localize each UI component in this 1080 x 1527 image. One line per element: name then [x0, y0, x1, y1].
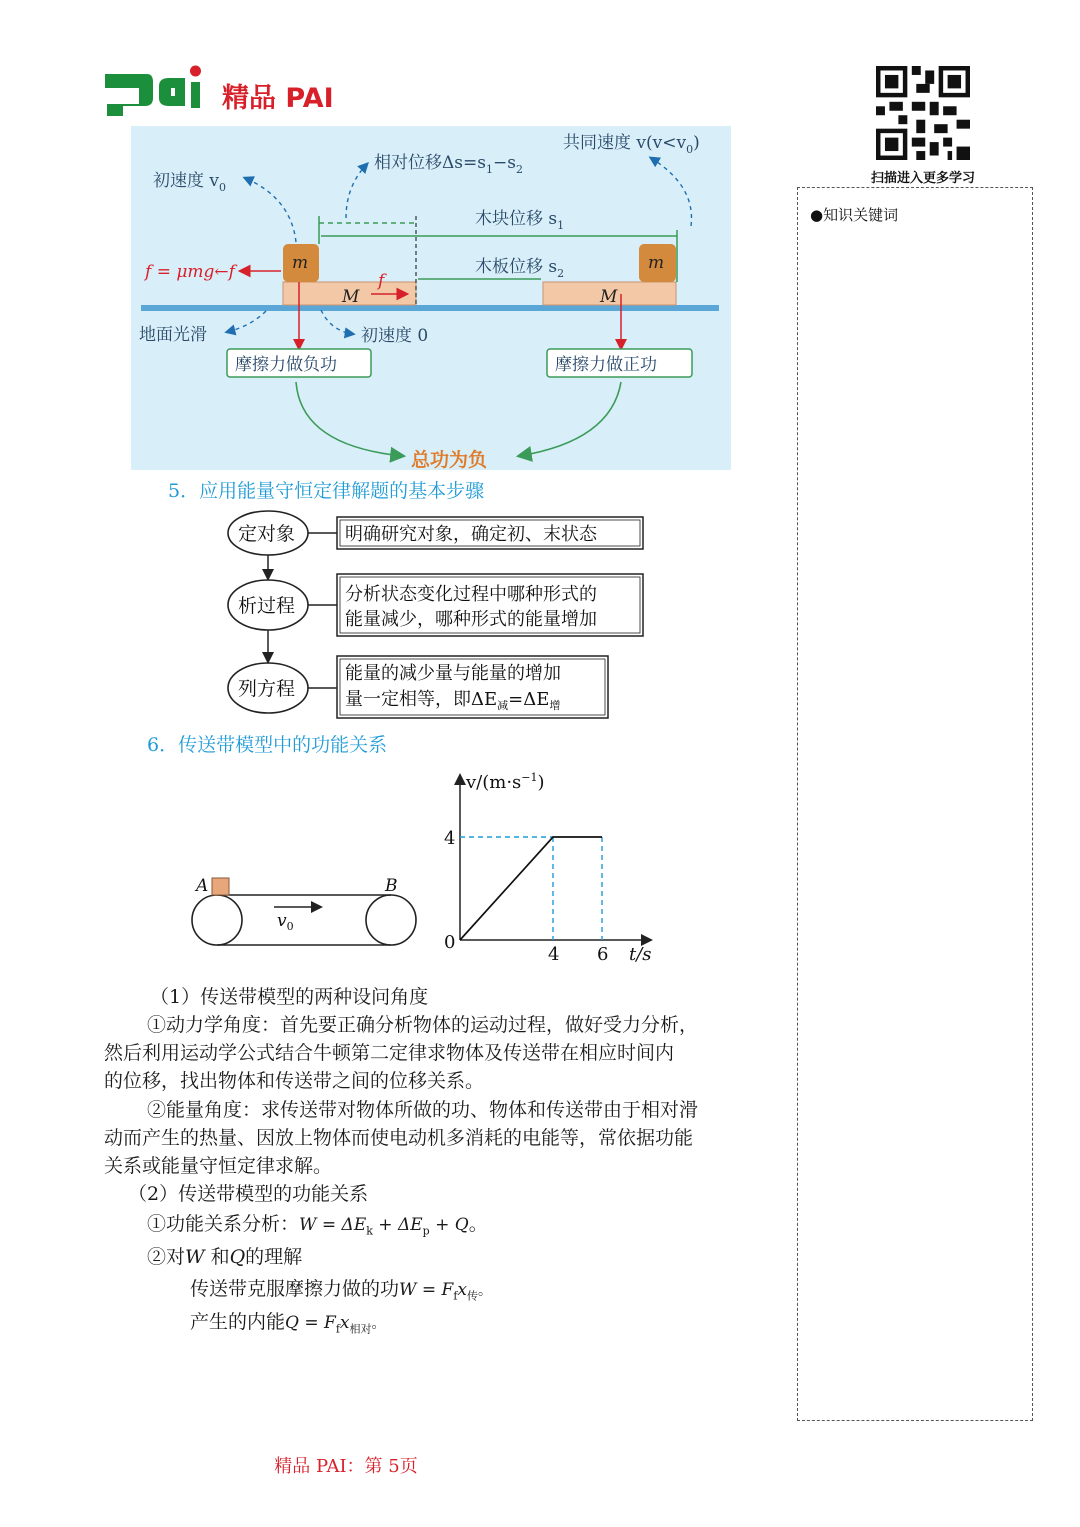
p1-title: （1）传送带模型的两种设问角度: [150, 986, 429, 1008]
step3-label: 列方程: [238, 678, 296, 700]
belt-velocity-label: $v_0$: [277, 911, 294, 933]
pai-logo-mark: [103, 64, 213, 124]
p1-a-line1: ①动力学角度：首先要正确分析物体的运动过程，做好受力分析，: [147, 1014, 699, 1036]
p1-a-line2: 然后利用运动学公式结合牛顿第二定律求物体及传送带在相应时间内: [104, 1042, 675, 1064]
p2-d-line: 产生的内能$Q = F_fx_{相对}$。: [190, 1311, 386, 1336]
section5-heading: 5．应用能量守恒定律解题的基本步骤: [168, 480, 485, 502]
board-M-label-2: M: [600, 287, 618, 307]
step1-label: 定对象: [238, 523, 296, 545]
logo-text: 精品 PAI: [222, 83, 334, 114]
p2-title: （2）传送带模型的功能关系: [128, 1183, 369, 1205]
p1-a-line3: 的位移，找出物体和传送带之间的位移关系。: [104, 1070, 485, 1092]
vt-y-tick-4: 4: [444, 828, 456, 849]
vt-origin-label: 0: [444, 932, 456, 953]
init-speed-v0: 初速度 $v_0$: [153, 171, 227, 194]
belt-label-a: A: [196, 876, 209, 896]
ground-line: [141, 305, 719, 311]
step3-text-line1: 能量的减少量与能量的增加: [345, 663, 561, 684]
vt-y-axis-label: $v/(m\cdot s^{-1})$: [466, 771, 545, 793]
p2-a-line: ①功能关系分析：$W = \Delta E_k + \Delta E_p + Q$。: [147, 1213, 488, 1238]
board-M-label-1: M: [342, 287, 360, 307]
block-board-figure: [131, 126, 731, 470]
board-disp-label: 木板位移 $s_2$: [475, 257, 565, 280]
pos-work-label: 摩擦力做正功: [555, 355, 657, 375]
ground-smooth-label: 地面光滑: [139, 325, 207, 345]
p1-b-line2: 动而产生的热量、因放上物体而使电动机多消耗的电能等，常依据功能: [104, 1127, 694, 1149]
page-footer: 精品 PAI：第 5页: [274, 1456, 418, 1477]
relative-disp-label: 相对位移$\Delta s=s_1-s_2$: [374, 153, 523, 176]
right-pulley: [366, 895, 416, 945]
vt-graph: [440, 766, 660, 966]
vt-line: [460, 837, 602, 940]
step2-text-line1: 分析状态变化过程中哪种形式的: [345, 584, 597, 605]
p1-b-line3: 关系或能量守恒定律求解。: [104, 1155, 333, 1177]
total-neg-label: 总功为负: [411, 449, 488, 470]
left-pulley: [192, 895, 242, 945]
friction-formula: f = μmg←f: [145, 262, 235, 282]
p2-c-line: 传送带克服摩擦力做的功$W = F_fx_传$。: [190, 1278, 493, 1303]
step2-label: 析过程: [238, 595, 296, 617]
vt-x-axis-label: t/s: [629, 944, 652, 965]
notes-panel[interactable]: [797, 187, 1033, 1421]
common-speed-label: 共同速度 $v(v<v_0)$: [563, 133, 700, 156]
step1-text: 明确研究对象，确定初、末状态: [345, 524, 597, 545]
section6-heading: 6．传送带模型中的功能关系: [147, 734, 388, 756]
block-m-label-1: m: [292, 253, 309, 273]
vt-x-tick-6: 6: [597, 944, 609, 965]
step2-text-line2: 能量减少，哪种形式的能量增加: [345, 609, 597, 630]
neg-work-label: 摩擦力做负功: [235, 355, 337, 375]
p2-b-line: ②对W 和Q的理解: [147, 1246, 303, 1268]
qr-code-icon: [876, 66, 970, 160]
block-m-label-2: m: [648, 253, 665, 273]
init-speed-zero-label: 初速度 0: [361, 326, 429, 346]
qr-caption: 扫描进入更多学习: [870, 171, 975, 186]
belt-block: [212, 878, 229, 895]
p1-b-line1: ②能量角度：求传送带对物体所做的功、物体和传送带由于相对滑: [147, 1099, 699, 1121]
belt-label-b: B: [385, 876, 398, 896]
block-disp-label: 木块位移 $s_1$: [475, 209, 565, 232]
notes-title: ●知识关键词: [810, 206, 899, 224]
friction-f-label: f: [378, 271, 385, 291]
vt-x-tick-4: 4: [548, 944, 560, 965]
step3-text-line2: 量一定相等，即$\Delta E_减=\Delta E_增$: [345, 689, 561, 712]
conveyor-belt-diagram: [188, 872, 420, 952]
energy-steps-flowchart: [224, 508, 648, 724]
